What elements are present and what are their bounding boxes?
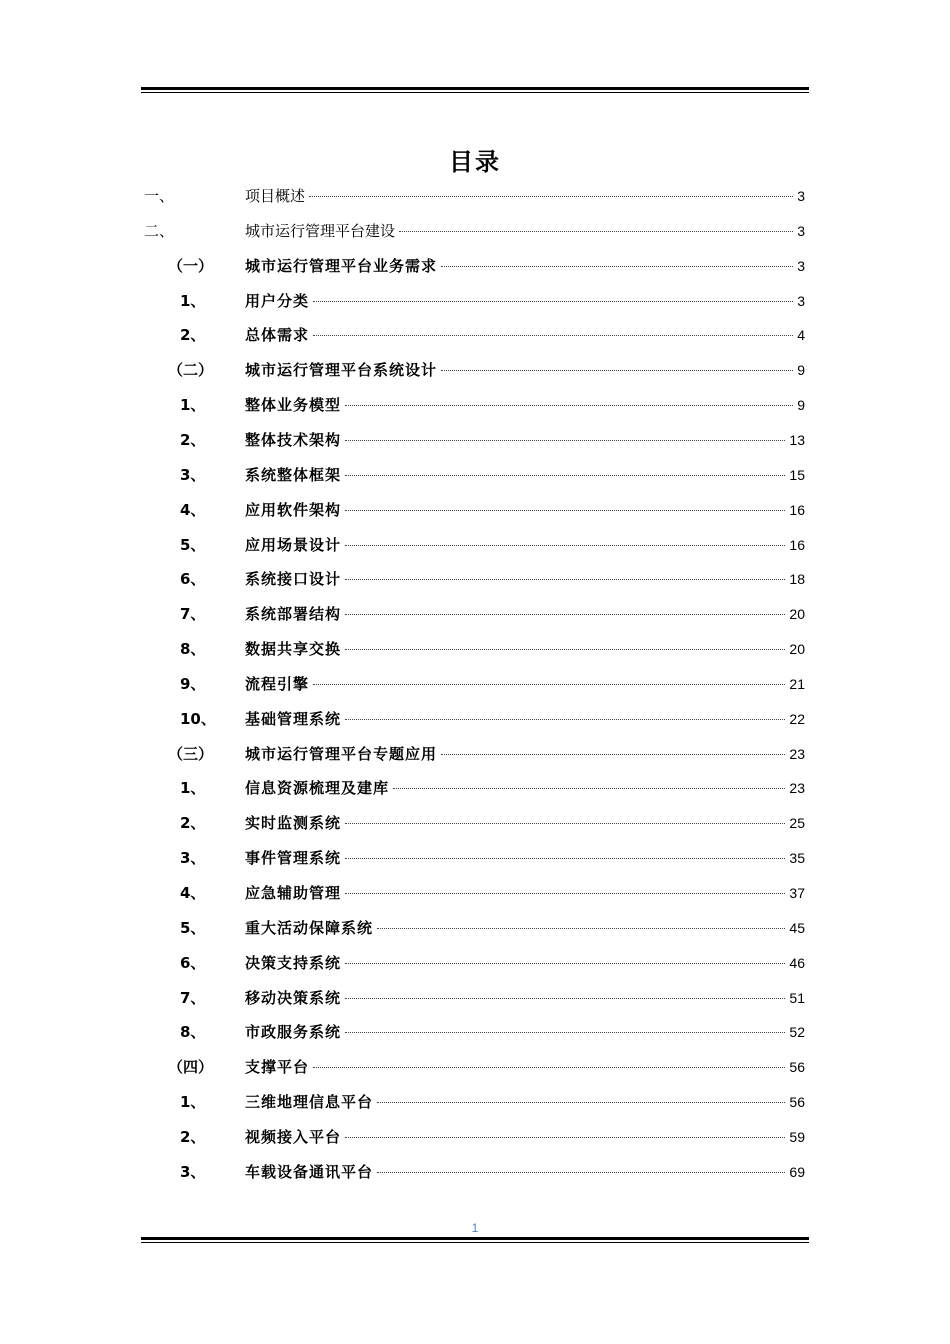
dot-leader (441, 266, 793, 267)
toc-entry-number: 5、 (180, 918, 206, 937)
toc-title: 目录 (449, 148, 501, 176)
toc-entry-number: 8、 (180, 1023, 206, 1042)
dot-leader (345, 475, 785, 476)
toc-entry[interactable] (0, 807, 950, 842)
toc-entry-page: 3 (797, 222, 805, 239)
dot-leader (313, 684, 785, 685)
toc-entry-title: 支撑平台 (245, 1058, 310, 1077)
toc-entry-number: 7、 (180, 988, 206, 1007)
toc-entry-number: 2、 (180, 1127, 206, 1146)
toc-entry-title: 整体业务模型 (245, 396, 342, 415)
dot-leader (399, 231, 793, 232)
toc-entry-number: 9、 (180, 674, 206, 693)
toc-entry-title: 整体技术架构 (245, 430, 342, 449)
toc-entry-title: 重大活动保障系统 (245, 918, 374, 937)
dot-leader (345, 1032, 785, 1033)
toc-entry-number: 一、 (144, 187, 175, 205)
toc-entry-line (245, 638, 805, 660)
toc-entry-page: 9 (797, 362, 805, 379)
toc-entry-title: 流程引擎 (245, 674, 310, 693)
toc-entry[interactable] (0, 842, 950, 877)
toc-entry[interactable] (0, 947, 950, 982)
toc-entry-page: 46 (789, 954, 805, 971)
toc-entry[interactable] (0, 912, 950, 947)
toc-entry-number: 7、 (180, 605, 206, 624)
toc-entry-number: 4、 (180, 500, 206, 519)
toc-entry-title: 城市运行管理平台业务需求 (245, 256, 438, 275)
toc-entry-number: 8、 (180, 640, 206, 659)
toc-entry-page: 52 (789, 1024, 805, 1041)
toc-entry-line (245, 708, 805, 730)
toc-entry[interactable] (0, 285, 950, 320)
toc-entry-line (245, 290, 805, 312)
dot-leader (377, 928, 785, 929)
toc-entry[interactable] (0, 563, 950, 598)
toc-entry-number: 3、 (180, 849, 206, 868)
toc-entry-page: 37 (789, 885, 805, 901)
toc-entry-page: 20 (789, 641, 805, 658)
toc-entry-title: 决策支持系统 (245, 953, 342, 972)
toc-entry-page: 18 (789, 571, 805, 588)
toc-entry[interactable] (0, 529, 950, 564)
dot-leader (345, 1137, 785, 1138)
toc-entry-page: 3 (797, 257, 805, 274)
toc-entry[interactable] (0, 389, 950, 424)
toc-entry-line (245, 987, 805, 1009)
dot-leader (345, 719, 785, 720)
toc-entry-title: 三维地理信息平台 (245, 1093, 374, 1112)
dot-leader (345, 858, 785, 859)
toc-entry-number: 2、 (180, 430, 206, 449)
toc-entry-number: 6、 (180, 570, 206, 589)
toc-entry-number: 5、 (180, 535, 206, 554)
toc-entry[interactable] (0, 1051, 950, 1086)
toc-entry-line (245, 255, 805, 277)
toc-entry-number: 10、 (180, 709, 216, 728)
toc-entry[interactable] (0, 1086, 950, 1121)
page-number: 1 (471, 1221, 479, 1235)
toc-entry-page: 69 (789, 1163, 805, 1180)
toc-entry-title: 城市运行管理平台专题应用 (245, 744, 438, 763)
toc-entry[interactable] (0, 215, 950, 250)
toc-entry-page: 51 (789, 989, 805, 1006)
toc-entry-line (245, 1091, 805, 1113)
dot-leader (313, 335, 793, 336)
dot-leader (441, 370, 793, 371)
toc-entry-line (245, 220, 805, 242)
dot-leader (345, 405, 793, 406)
dot-leader (345, 963, 785, 964)
toc-entry-line (245, 952, 805, 974)
toc-entry-title: 总体需求 (245, 326, 310, 345)
toc-entry-line (245, 534, 805, 556)
toc-entry-number: 2、 (180, 326, 206, 345)
toc-entry-page: 13 (789, 431, 805, 448)
toc-entry[interactable] (0, 459, 950, 494)
toc-entry-page: 59 (789, 1128, 805, 1145)
toc-entry[interactable] (0, 1156, 950, 1191)
toc-entry-line (245, 673, 805, 695)
toc-entry-page: 21 (789, 675, 805, 692)
toc-entry-line (245, 394, 805, 416)
toc-entry-page: 20 (789, 606, 805, 623)
toc-entry-page: 56 (789, 1059, 805, 1076)
toc-entry-number: 3、 (180, 465, 206, 484)
toc-entry-page: 3 (797, 188, 805, 204)
toc-entry-number: 二、 (144, 221, 175, 240)
toc-entry[interactable] (0, 668, 950, 703)
toc-entry-title: 移动决策系统 (245, 988, 342, 1007)
toc-entry-title: 视频接入平台 (245, 1127, 342, 1146)
toc-entry[interactable] (0, 1121, 950, 1156)
dot-leader (345, 510, 785, 511)
toc-entry-line (245, 1126, 805, 1148)
toc-entry-line (245, 1161, 805, 1183)
toc-entry-title: 系统整体框架 (245, 465, 342, 484)
toc-entry-title: 车载设备通讯平台 (245, 1162, 374, 1181)
toc-entry-line (245, 847, 805, 869)
toc-entry[interactable] (0, 877, 950, 912)
toc-entry[interactable] (0, 250, 950, 285)
toc-entry-line (245, 1056, 805, 1078)
toc-entry-line (245, 777, 805, 799)
toc-entry-title: 实时监测系统 (245, 814, 342, 833)
toc-entry-title: 系统接口设计 (245, 570, 342, 589)
dot-leader (345, 545, 785, 546)
toc-entry-line (245, 429, 805, 451)
toc-entry-line (245, 603, 805, 625)
toc-entry-number: （一） (168, 256, 214, 275)
toc-entry[interactable] (0, 633, 950, 668)
toc-entry-page: 16 (789, 501, 805, 518)
dot-leader (345, 579, 785, 580)
toc-entry[interactable] (0, 319, 950, 354)
toc-entry-line (245, 185, 805, 207)
toc-entry-page: 23 (789, 745, 805, 762)
dot-leader (345, 649, 785, 650)
toc-entry-number: （四） (168, 1058, 214, 1077)
toc-entry-title: 城市运行管理平台系统设计 (245, 361, 438, 380)
toc-entry-page: 35 (789, 850, 805, 867)
toc-entry-title: 城市运行管理平台建设 (245, 221, 396, 240)
toc-entry[interactable] (0, 772, 950, 807)
toc-entry-page: 16 (789, 536, 805, 553)
toc-entry-number: 1、 (180, 396, 206, 415)
dot-leader (377, 1102, 785, 1103)
dot-leader (393, 788, 785, 789)
toc-entry-page: 15 (789, 466, 805, 483)
toc-entry-page: 3 (797, 292, 805, 309)
toc-entry-line (245, 743, 805, 765)
toc-entry[interactable] (0, 598, 950, 633)
toc-entry[interactable] (0, 738, 950, 773)
toc-entry-title: 事件管理系统 (245, 849, 342, 868)
toc-entry-number: （三） (168, 744, 214, 763)
toc-entry-title: 应急辅助管理 (245, 884, 342, 902)
toc-entry-title: 市政服务系统 (245, 1023, 342, 1042)
dot-leader (313, 1067, 785, 1068)
toc-entry[interactable] (0, 982, 950, 1017)
toc-entry-line (245, 1021, 805, 1043)
toc-entry-title: 应用软件架构 (245, 500, 342, 519)
dot-leader (345, 440, 785, 441)
toc-entry-page: 56 (789, 1094, 805, 1111)
toc-entry-line (245, 812, 805, 834)
dot-leader (345, 893, 785, 894)
toc-entry-title: 用户分类 (245, 291, 310, 310)
header-rule (141, 87, 809, 93)
toc-entry-line (245, 464, 805, 486)
toc-entry-number: 2、 (180, 814, 206, 833)
toc-entry[interactable] (0, 1016, 950, 1051)
toc-entry-line (245, 499, 805, 521)
toc-entry-title: 数据共享交换 (245, 640, 342, 659)
toc-entry-title: 应用场景设计 (245, 535, 342, 554)
toc-entry[interactable] (0, 424, 950, 459)
dot-leader (345, 823, 785, 824)
toc-entry-page: 23 (789, 780, 805, 797)
toc-entry-page: 22 (789, 710, 805, 727)
dot-leader (309, 196, 793, 197)
toc-entry-number: 3、 (180, 1162, 206, 1181)
toc-entry[interactable] (0, 180, 950, 215)
toc-entry-line (245, 568, 805, 590)
toc-entry[interactable] (0, 494, 950, 529)
toc-entry[interactable] (0, 703, 950, 738)
footer-rule (141, 1237, 809, 1243)
toc-entry-line (245, 359, 805, 381)
dot-leader (377, 1172, 785, 1173)
dot-leader (313, 301, 793, 302)
dot-leader (345, 614, 785, 615)
toc-entry-line (245, 324, 805, 346)
toc-entry-page: 45 (789, 919, 805, 936)
toc-entry-number: 4、 (180, 884, 206, 902)
toc-entry-page: 4 (797, 327, 805, 344)
toc-entry-line (245, 917, 805, 939)
toc-entry-title: 项目概述 (245, 187, 306, 205)
toc-entry-number: 6、 (180, 953, 206, 972)
toc-entry-number: 1、 (180, 291, 206, 310)
dot-leader (441, 754, 785, 755)
toc-entry-page: 9 (797, 397, 805, 414)
toc-entry-number: 1、 (180, 1093, 206, 1112)
toc-entry-title: 系统部署结构 (245, 605, 342, 624)
toc-entry-title: 基础管理系统 (245, 709, 342, 728)
toc-entry-number: 1、 (180, 779, 206, 798)
toc-entry-number: （二） (168, 361, 214, 380)
toc-entry-title: 信息资源梳理及建库 (245, 779, 390, 798)
dot-leader (345, 998, 785, 999)
toc-entry[interactable] (0, 354, 950, 389)
toc-entry-page: 25 (789, 815, 805, 832)
toc-entry-line (245, 882, 805, 904)
